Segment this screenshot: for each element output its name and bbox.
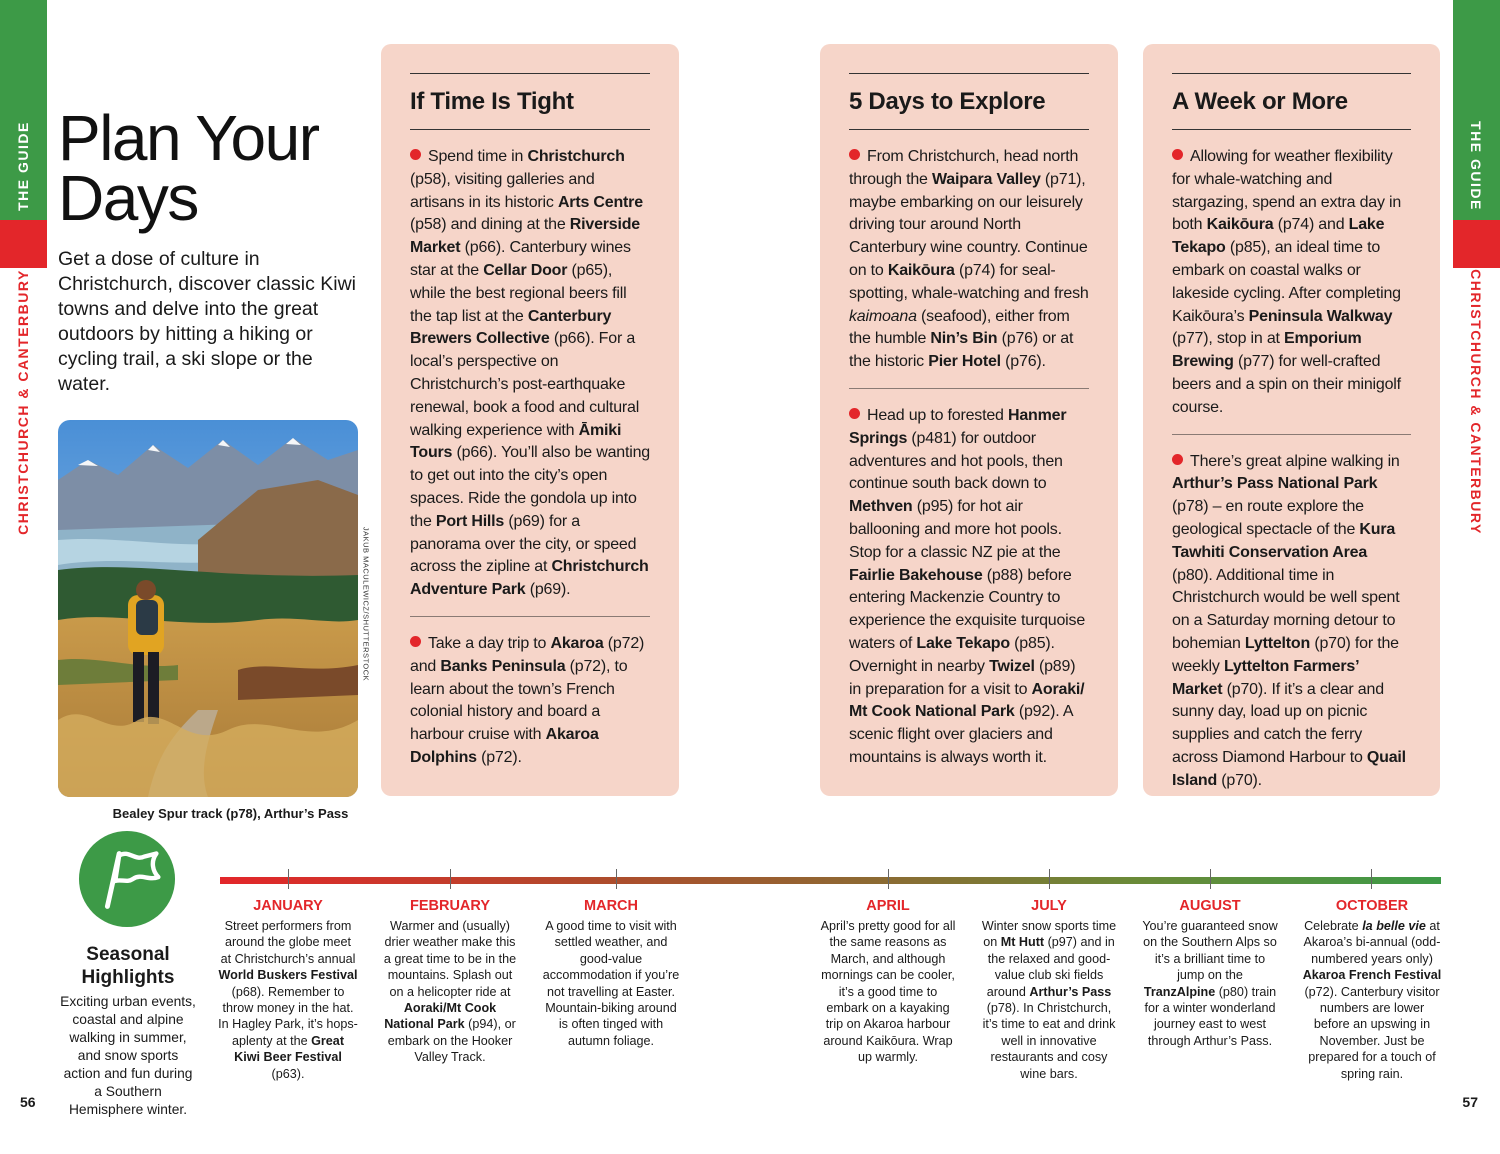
card-title: 5 Days to Explore bbox=[849, 88, 1046, 115]
card-if-time-is-tight bbox=[381, 44, 679, 796]
mountain-landscape-image bbox=[58, 420, 358, 797]
month-text: Warmer and (usually) drier weather make this a great time to be in the mountains. Splash out on a helicopter ride at Aoraki/Mt Cook National Park (p94), or embark on the Hooker Valley Track. bbox=[383, 919, 517, 1065]
text-run: Lake Tekapo bbox=[916, 634, 1010, 652]
bullet-dot-icon bbox=[410, 636, 421, 647]
timeline-tick bbox=[616, 869, 617, 889]
month-name: AUGUST bbox=[1179, 898, 1241, 914]
text-run: Great Kiwi Beer Festival bbox=[234, 1033, 345, 1065]
card-paragraph: Take a day trip to Akaroa (p72) and Banks Peninsula (p72), to learn about the town’s French colonial history and board a harbour cruise with Akaroa Dolphins (p72). bbox=[410, 616, 650, 784]
text-run: Methven bbox=[849, 498, 913, 516]
hiker-photo bbox=[58, 420, 358, 797]
right-side-tab bbox=[1453, 0, 1500, 1154]
timeline-tick bbox=[288, 869, 289, 889]
card-title: A Week or More bbox=[1172, 88, 1348, 115]
text-run: Mt Hutt bbox=[1000, 935, 1045, 950]
text-run: Christchurch bbox=[527, 148, 625, 165]
text-run: Kura Tawhiti Conservation Area bbox=[1172, 520, 1396, 561]
text-run: Lake Tekapo bbox=[1172, 216, 1385, 257]
card-paragraph: Head up to forested Hanmer Springs (p481) for outdoor adventures and hot pools, then continue south back down to Methven (p95) for hot air ballooning and more hot pools. Stop for a classic NZ pie at the Fairlie Bakehouse (p88) before entering Mackenzie Country to experience the exquisite turquoise waters of Lake Tekapo (p85). Overnight in nearby Twizel (p89) in preparation for a visit to Aoraki/ Mt Cook National Park (p92). A scenic flight over glaciers and mountains is always worth it. bbox=[849, 388, 1089, 784]
text-run: Waipara Valley bbox=[932, 170, 1041, 188]
photo-caption: Bealey Spur track (p78), Arthur’s Pass bbox=[112, 806, 349, 821]
text-run: World Buskers Festival bbox=[218, 968, 358, 983]
month-january bbox=[218, 898, 358, 1082]
month-name: APRIL bbox=[866, 898, 910, 914]
month-february bbox=[380, 898, 520, 1066]
guide-tab-label: THE GUIDE bbox=[1468, 121, 1484, 211]
month-july bbox=[979, 898, 1119, 1082]
text-run: Nin’s Bin bbox=[930, 330, 998, 348]
timeline-bar bbox=[220, 877, 1441, 884]
bullet-dot-icon bbox=[849, 408, 860, 419]
text-run: Fairlie Bakehouse bbox=[849, 566, 983, 584]
text-run: Lyttelton Farmers’ Market bbox=[1172, 657, 1359, 698]
text-run: Āmiki Tours bbox=[410, 421, 622, 462]
text-run: Banks Peninsula bbox=[440, 657, 566, 675]
text-run: Cellar Door bbox=[483, 261, 568, 279]
text-run: Akaroa French Festival bbox=[1302, 968, 1442, 983]
card-a-week-or-more bbox=[1143, 44, 1440, 796]
timeline-tick bbox=[1049, 869, 1050, 889]
month-name: FEBRUARY bbox=[409, 898, 491, 914]
text-run: Aoraki/ Mt Cook National Park bbox=[849, 680, 1085, 721]
region-tab-block bbox=[0, 220, 47, 268]
text-run: Christchurch Adventure Park bbox=[410, 558, 649, 599]
left-side-tab bbox=[0, 0, 47, 1154]
month-name: JULY bbox=[1031, 898, 1067, 914]
bullet-dot-icon bbox=[1172, 149, 1183, 160]
text-run: Peninsula Walkway bbox=[1248, 307, 1393, 325]
region-tab-label: CHRISTCHURCH & CANTERBURY bbox=[1468, 269, 1484, 535]
region-tab-label: CHRISTCHURCH & CANTERBURY bbox=[15, 269, 31, 535]
month-text: A good time to visit with settled weather, and good-value accommodation if you’re not travelling at Easter. Mountain-biking around is often tinged with autumn foliage. bbox=[542, 919, 680, 1048]
text-run: Aoraki/Mt Cook National Park bbox=[384, 1001, 497, 1032]
text-run: Riverside Market bbox=[410, 216, 641, 257]
text-run: la belle vie bbox=[1362, 919, 1426, 933]
month-october bbox=[1302, 898, 1442, 1082]
card-title: If Time Is Tight bbox=[410, 88, 574, 115]
timeline-tick bbox=[888, 869, 889, 889]
text-run: Kaikōura bbox=[1206, 216, 1274, 234]
timeline-tick bbox=[1210, 869, 1211, 889]
month-august bbox=[1140, 898, 1280, 1049]
month-name: JANUARY bbox=[253, 898, 323, 914]
page-number-right: 57 bbox=[1462, 1094, 1478, 1110]
text-run: Twizel bbox=[989, 657, 1035, 675]
text-run: Hanmer Springs bbox=[849, 406, 1067, 447]
text-run: Canterbury Brewers Collective bbox=[410, 307, 612, 348]
text-run: Emporium Brewing bbox=[1172, 330, 1362, 371]
card-paragraph: Allowing for weather flexibility for whale-watching and stargazing, spend an extra day in both Kaikōura (p74) and Lake Tekapo (p85), an ideal time to embark on coastal walks or lakeside cycling. After completing Kaikōura’s Peninsula Walkway (p77), stop in at Emporium Brewing (p77) for well-crafted beers and a spin on their minigolf course. bbox=[1172, 148, 1402, 416]
text-run: Arthur’s Pass National Park bbox=[1172, 475, 1378, 493]
text-run: Lyttelton bbox=[1244, 634, 1311, 652]
seasonal-highlights-title: Seasonal Highlights bbox=[81, 944, 175, 988]
month-april bbox=[818, 898, 958, 1066]
bullet-dot-icon bbox=[849, 149, 860, 160]
card-paragraph: From Christchurch, head north through the Waipara Valley (p71), maybe embarking on our leisurely driving tour around North Canterbury wine country. Continue on to Kaikōura (p74) for seal-spotting, whale-watching and fresh kaimoana (seafood), either from the humble Nin’s Bin (p76) or at the historic Pier Hotel (p76). bbox=[849, 148, 1089, 371]
region-tab-block bbox=[1453, 220, 1500, 268]
page-number-left: 56 bbox=[20, 1094, 36, 1110]
month-text: Street performers from around the globe meet at Christchurch’s annual World Buskers Festival (p68). Remember to throw money in the hat. In Hagley Park, it’s hops-aplenty at the Great Kiwi Beer Festival (p63). bbox=[218, 919, 358, 1081]
month-text: April’s pretty good for all the same reasons as March, and although mornings can be cooler, it’s a good time to embark on a kayaking trip on Akaroa harbour around Kaikōura. Wrap up warmly. bbox=[820, 919, 956, 1065]
timeline-tick bbox=[1371, 869, 1372, 889]
seasonal-highlights-text: Exciting urban events, coastal and alpine walking in summer, and snow sports action and fun during a Southern Hemisphere winter. bbox=[60, 994, 196, 1117]
guide-tab-label: THE GUIDE bbox=[15, 121, 31, 211]
month-text: Celebrate la belle vie at Akaroa’s bi-annual (odd-numbered years only) Akaroa French Festival (p72). Canterbury visitor numbers are lower before an upswing in November. Just be prepared for a touch of spring rain. bbox=[1302, 919, 1442, 1081]
card-5-days-to-explore bbox=[820, 44, 1118, 796]
text-run: Pier Hotel bbox=[928, 353, 1001, 371]
month-text: Winter snow sports time on Mt Hutt (p97) and in the relaxed and good-value club ski fields around Arthur’s Pass (p78). In Christchurch, it’s time to eat and drink well in innovative restaurants and cosy wine bars. bbox=[981, 919, 1117, 1081]
bullet-dot-icon bbox=[410, 149, 421, 160]
month-name: MARCH bbox=[584, 898, 638, 914]
flag-icon bbox=[78, 830, 176, 928]
month-march bbox=[541, 898, 681, 1049]
text-run: Port Hills bbox=[435, 512, 505, 530]
text-run: Akaroa Dolphins bbox=[410, 726, 599, 766]
text-run: Arts Centre bbox=[557, 193, 643, 211]
text-run: Quail Island bbox=[1172, 748, 1406, 789]
photo-credit: JAKUB MACULEWICZ/SHUTTERSTOCK bbox=[361, 526, 371, 682]
text-run: Arthur’s Pass bbox=[1029, 984, 1112, 999]
month-text: You’re guaranteed snow on the Southern Alps so it’s a brilliant time to jump on the TranzAlpine (p80) train for a winter wonderland journey east to west through Arthur’s Pass. bbox=[1142, 919, 1278, 1048]
text-run: Kaikōura bbox=[887, 261, 955, 279]
bullet-dot-icon bbox=[1172, 454, 1183, 465]
intro-text: Get a dose of culture in Christchurch, discover classic Kiwi towns and delve into the great outdoors by hitting a hiking or cycling trail, a ski slope or the water. bbox=[58, 248, 356, 395]
text-run: kaimoana bbox=[849, 307, 917, 325]
text-run: Akaroa bbox=[550, 634, 604, 652]
card-items bbox=[849, 130, 1089, 784]
month-name: OCTOBER bbox=[1335, 898, 1409, 914]
timeline-tick bbox=[450, 869, 451, 889]
text-run: TranzAlpine bbox=[1143, 984, 1216, 999]
page-title: Plan Your Days bbox=[58, 102, 319, 234]
card-paragraph: There’s great alpine walking in Arthur’s Pass National Park (p78) – en route explore the geological spectacle of the Kura Tawhiti Conservation Area (p80). Additional time in Christchurch would be well spent on a Saturday morning detour to bohemian Lyttelton (p70) for the weekly Lyttelton Farmers’ Market (p70). If it’s a clear and sunny day, load up on picnic supplies and catch the ferry across Diamond Harbour to Quail Island (p70). bbox=[1172, 434, 1411, 807]
card-items bbox=[1172, 130, 1411, 807]
card-paragraph: Spend time in Christchurch (p58), visiting galleries and artisans in its historic Arts Centre (p58) and dining at the Riverside Market (p66). Canterbury wines star at the Cellar Door (p65), while the best regional beers fill the tap list at the Canterbury Brewers Collective (p66). For a local’s perspective on Christchurch’s post-earthquake renewal, book a food and cultural walking experience with Āmiki Tours (p66). You’ll also be wanting to get out into the city’s open spaces. Ride the gondola up into the Port Hills (p69) for a panorama over the city, or speed across the zipline at Christchurch Adventure Park (p69). bbox=[410, 148, 650, 599]
card-items bbox=[410, 130, 650, 784]
